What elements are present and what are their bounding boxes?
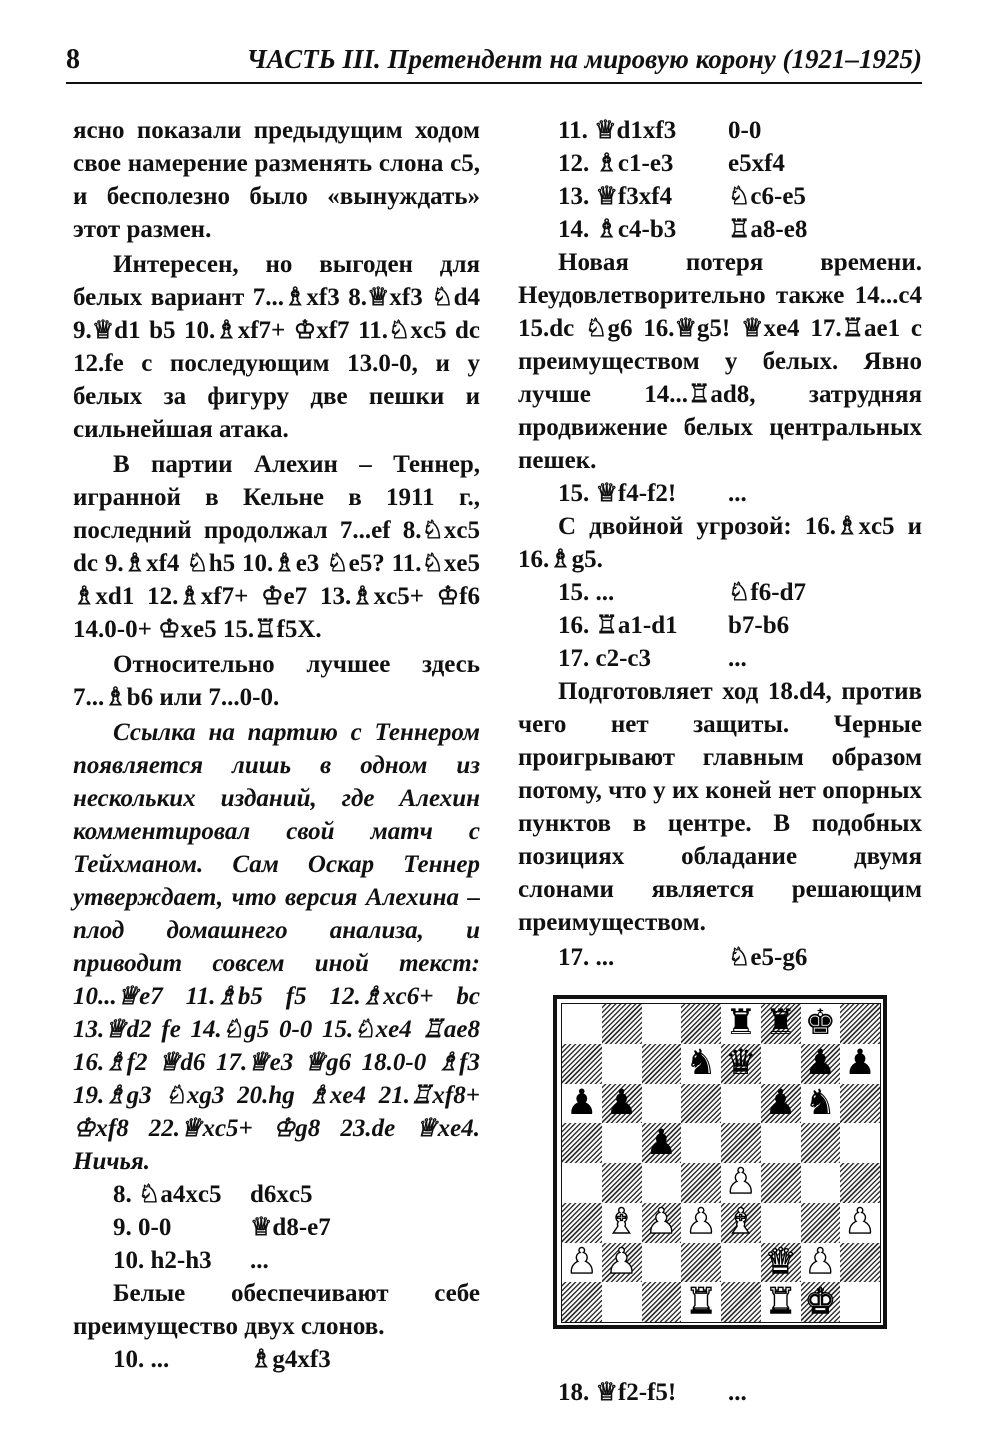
board-square (642, 1243, 682, 1283)
board-square (642, 1044, 682, 1084)
black-move: ... (250, 1247, 269, 1274)
board-square (761, 1044, 801, 1084)
paragraph: Белые обеспечивают себе преимущество двух слонов. (73, 1280, 480, 1340)
white-move: 8. ♘a4xc5 (113, 1181, 222, 1208)
board-square (801, 1084, 841, 1124)
white-pawn-icon: ♟ (804, 1241, 837, 1282)
board-square (840, 1004, 880, 1044)
board-square (681, 1163, 721, 1203)
board-square (562, 1123, 602, 1163)
paragraph: Подготовляет ход 18.d4, против чего нет защиты. Черные проигрывают главным образом потому, что у их коней нет опорных пунктов в центре. В подобных позициях обладание двумя слонами является решающим преимуществом. (518, 678, 922, 936)
black-pawn-icon: ♟ (764, 1082, 797, 1123)
board-square (721, 1203, 761, 1243)
board-square (721, 1163, 761, 1203)
white-move: 16. ♖a1-d1 (558, 612, 678, 639)
board-square (602, 1243, 642, 1283)
move-row (518, 642, 922, 675)
move-row (73, 1211, 480, 1244)
board-square (801, 1044, 841, 1084)
white-pawn-icon: ♟ (566, 1241, 598, 1282)
board-square (801, 1243, 841, 1283)
annotation-note: Ссылка на партию с Теннером появляется лишь в одном из нескольких изданий, где Алехин комментировал свой матч с Тейхманом. Сам Оскар Теннер утверждает, что версия Алехина – плод домашнего анализа, и приводит совсем иной текст: 10...♕e7 11.♗b5 f5 12.♗xc6+ bc 13.♕d2 fe 14.♘g5 0-0 15.♘xe4 ♖ae8 16.♗f2 ♕d6 17.♕e3 ♕g6 18.0-0 ♗f3 19.♗g3 ♘xg3 20.hg ♗xe4 21.♖xf8+ ♔xf8 22.♕xc5+ ♔g8 23.de ♕xe4. Ничья. (73, 719, 480, 1175)
move-row (73, 1343, 480, 1376)
move-row (518, 180, 922, 213)
black-rook-icon: ♜ (764, 1003, 797, 1044)
board-square (721, 1243, 761, 1283)
board-square (681, 1123, 721, 1163)
white-move: 12. ♗c1-e3 (558, 150, 674, 177)
board-square (642, 1123, 682, 1163)
white-rook-icon: ♜ (685, 1281, 717, 1322)
board-square (801, 1282, 841, 1322)
black-queen-icon: ♛ (725, 1043, 757, 1084)
white-pawn-icon: ♟ (685, 1202, 717, 1243)
white-pawn-icon: ♟ (605, 1241, 638, 1282)
black-move: ♘f6-d7 (728, 579, 806, 606)
board-square (642, 1084, 682, 1124)
board-square (681, 1282, 721, 1322)
black-move: ... (728, 480, 747, 507)
black-move: e5xf4 (728, 150, 785, 177)
black-rook-icon: ♜ (725, 1003, 757, 1044)
move-list (518, 477, 922, 510)
white-king-icon: ♚ (804, 1281, 837, 1322)
board-square (602, 1282, 642, 1322)
black-move: ♗g4xf3 (250, 1346, 331, 1373)
white-move: 17. ... (558, 944, 615, 971)
board-square (761, 1203, 801, 1243)
move-row (518, 576, 922, 609)
running-title: ЧАСТЬ III. Претендент на мировую корону (1921–1925) (246, 44, 922, 74)
board-square (562, 1203, 602, 1243)
black-knight-icon: ♞ (804, 1082, 837, 1123)
board-square (840, 1203, 880, 1243)
white-pawn-icon: ♟ (725, 1162, 757, 1203)
paragraph: ясно показали предыдущим ходом свое намерение разменять слона с5, и бесполезно было «вынуждать» этот размен. (73, 117, 480, 243)
black-move: 0-0 (728, 117, 762, 144)
white-bishop-icon: ♝ (725, 1202, 757, 1243)
black-move: d6xc5 (250, 1181, 313, 1208)
board-square (681, 1203, 721, 1243)
move-list (73, 1178, 480, 1277)
board-square (840, 1084, 880, 1124)
left-column (73, 114, 480, 1376)
move-row (518, 147, 922, 180)
white-bishop-icon: ♝ (605, 1202, 638, 1243)
board-square (642, 1282, 682, 1322)
board-square (721, 1004, 761, 1044)
white-move: 14. ♗c4-b3 (558, 216, 677, 243)
board-square (801, 1123, 841, 1163)
move-list (518, 941, 922, 974)
black-move: ♘c6-e5 (728, 183, 806, 210)
paragraph: Новая потеря времени. Неудовлетворительно также 14...c4 15.dc ♘g6 16.♕g5! ♕xe4 17.♖ae1 с преимуществом у белых. Явно лучше 14...♖ad8, затрудняя продвижение белых центральных пешек. (518, 249, 922, 474)
board-square (562, 1044, 602, 1084)
move-row (73, 1178, 480, 1211)
board-square (721, 1084, 761, 1124)
board-square (801, 1163, 841, 1203)
board-square (642, 1004, 682, 1044)
black-move: ♕d8-e7 (250, 1214, 331, 1241)
board-square (761, 1004, 801, 1044)
board-square (562, 1282, 602, 1322)
move-row (518, 477, 922, 510)
move-list (518, 114, 922, 246)
board-square (681, 1044, 721, 1084)
white-move: 10. h2-h3 (113, 1247, 212, 1274)
page-number: 8 (66, 44, 80, 75)
black-pawn-icon: ♟ (566, 1082, 598, 1123)
board-square (840, 1282, 880, 1322)
board-square (602, 1004, 642, 1044)
board-square (721, 1044, 761, 1084)
white-move: 15. ... (558, 579, 615, 606)
board-square (602, 1084, 642, 1124)
paragraph: В партии Алехин – Теннер, игранной в Кельне в 1911 г., последний продолжал 7...ef 8.♘xc5 dc 9.♗xf4 ♘h5 10.♗e3 ♘e5? 11.♘xe5 ♗xd1 12.♗xf7+ ♔e7 13.♗xc5+ ♔f6 14.0-0+ ♔xe5 15.♖f5X. (73, 451, 480, 643)
paragraph: С двойной угрозой: 16.♗xc5 и 16.♗g5. (518, 513, 922, 573)
move-list (73, 1343, 480, 1376)
black-move: ... (728, 645, 747, 672)
board-square (761, 1163, 801, 1203)
chess-board (561, 1003, 881, 1323)
black-pawn-icon: ♟ (605, 1082, 638, 1123)
move-row (518, 941, 922, 974)
board-square (840, 1243, 880, 1283)
move-row (518, 609, 922, 642)
paragraph: Относительно лучшее здесь 7...♗b6 или 7...0-0. (73, 651, 480, 711)
board-square (602, 1123, 642, 1163)
board-square (602, 1203, 642, 1243)
white-move: 18. ♕f2-f5! (558, 1379, 677, 1406)
white-queen-icon: ♛ (764, 1241, 797, 1282)
board-square (602, 1163, 642, 1203)
board-square (721, 1123, 761, 1163)
board-square (681, 1004, 721, 1044)
black-move: ♘e5-g6 (728, 944, 808, 971)
white-move: 15. ♕f4-f2! (558, 480, 677, 507)
board-square (840, 1123, 880, 1163)
white-pawn-icon: ♟ (844, 1202, 876, 1243)
board-square (801, 1203, 841, 1243)
black-move: ♖a8-e8 (728, 216, 808, 243)
move-row (518, 1376, 922, 1409)
black-move: ... (728, 1379, 747, 1406)
board-square (761, 1084, 801, 1124)
board-square (562, 1243, 602, 1283)
board-square (840, 1044, 880, 1084)
right-column-footer (518, 1376, 922, 1409)
move-row (518, 213, 922, 246)
board-square (761, 1282, 801, 1322)
black-pawn-icon: ♟ (844, 1043, 876, 1084)
board-square (602, 1044, 642, 1084)
white-move: 10. ... (113, 1346, 170, 1373)
board-square (840, 1163, 880, 1203)
move-row (73, 1244, 480, 1277)
board-square (681, 1243, 721, 1283)
white-move: 13. ♕f3xf4 (558, 183, 673, 210)
board-square (721, 1282, 761, 1322)
white-move: 9. 0-0 (113, 1214, 172, 1241)
move-row (518, 114, 922, 147)
board-square (562, 1163, 602, 1203)
board-square (562, 1004, 602, 1044)
white-rook-icon: ♜ (764, 1281, 797, 1322)
board-square (642, 1163, 682, 1203)
move-list (518, 576, 922, 675)
black-move: b7-b6 (728, 612, 790, 639)
white-pawn-icon: ♟ (645, 1202, 678, 1243)
chess-diagram (553, 995, 887, 1329)
white-move: 17. c2-c3 (558, 645, 652, 672)
paragraph: Интересен, но выгоден для белых вариант 7...♗xf3 8.♕xf3 ♘d4 9.♕d1 b5 10.♗xf7+ ♔xf7 11.♘xc5 dc 12.fe с последующим 13.0-0, и у белых за фигуру две пешки и сильнейшая атака. (73, 251, 480, 443)
black-king-icon: ♚ (804, 1003, 837, 1044)
header-rule (66, 82, 922, 84)
board-square (761, 1123, 801, 1163)
board-square (761, 1243, 801, 1283)
white-move: 11. ♕d1xf3 (558, 117, 677, 144)
black-pawn-icon: ♟ (804, 1043, 837, 1084)
right-column (518, 114, 922, 974)
board-square (681, 1084, 721, 1124)
board-square (642, 1203, 682, 1243)
board-square (562, 1084, 602, 1124)
black-knight-icon: ♞ (685, 1043, 717, 1084)
black-pawn-icon: ♟ (645, 1122, 678, 1163)
board-square (801, 1004, 841, 1044)
